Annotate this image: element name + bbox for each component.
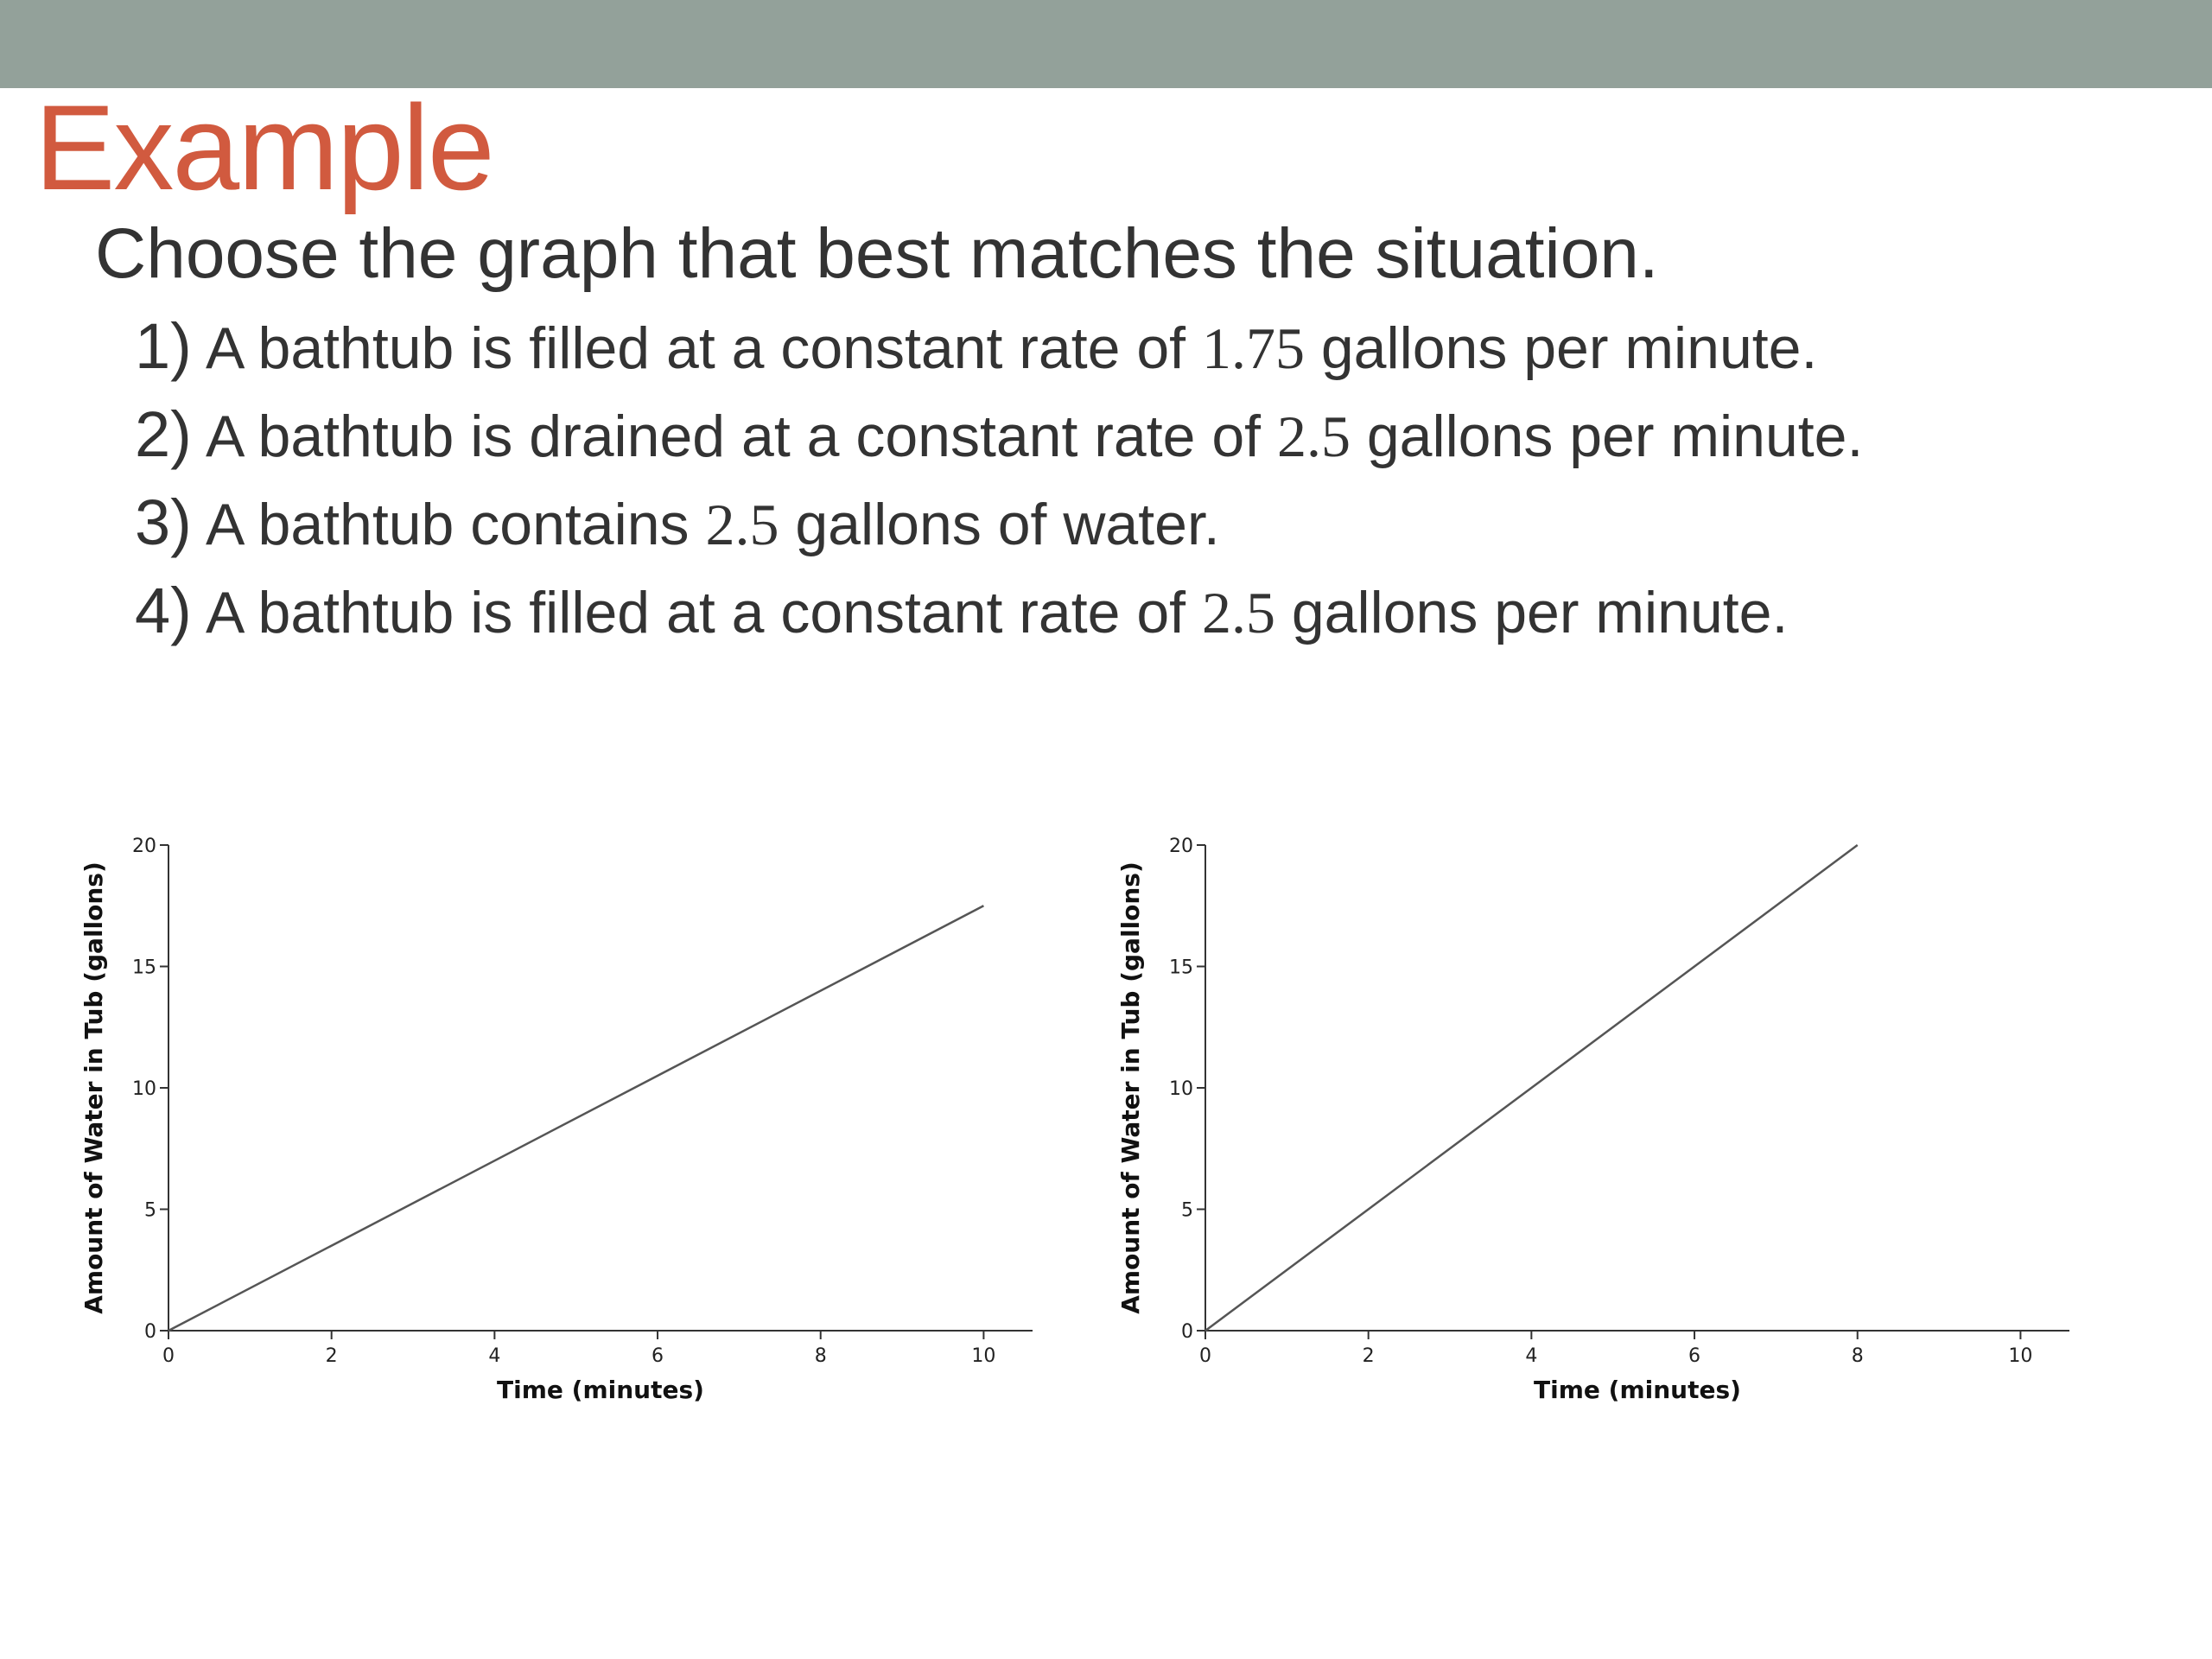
x-tick-label: 0 bbox=[162, 1345, 175, 1367]
top-bar bbox=[0, 0, 2212, 88]
x-tick-label: 6 bbox=[652, 1345, 664, 1367]
item-text-before: A bathtub is filled at a constant rate of bbox=[206, 315, 1202, 381]
graph-a bbox=[78, 812, 1115, 1469]
item-number: 3) bbox=[135, 486, 192, 558]
item-text-after: gallons per minute. bbox=[1350, 404, 1864, 469]
y-tick-label: 5 bbox=[144, 1199, 156, 1222]
x-tick-label: 0 bbox=[1199, 1345, 1211, 1367]
x-axis-title: Time (minutes) bbox=[1534, 1376, 1741, 1404]
item-text-after: gallons of water. bbox=[779, 492, 1220, 557]
series-line bbox=[1205, 845, 1858, 1331]
item-text-before: A bathtub contains bbox=[206, 492, 706, 557]
item-number: 4) bbox=[135, 575, 192, 646]
item-value: 2.5 bbox=[705, 492, 779, 557]
x-tick-label: 4 bbox=[488, 1345, 501, 1367]
y-axis-title: Amount of Water in Tub (gallons) bbox=[1116, 861, 1145, 1314]
y-tick-label: 15 bbox=[132, 957, 156, 979]
x-tick-label: 8 bbox=[1851, 1345, 1864, 1367]
x-tick-label: 8 bbox=[814, 1345, 827, 1367]
slide-title: Example bbox=[35, 79, 493, 215]
situation-list bbox=[135, 302, 1863, 655]
y-tick-label: 0 bbox=[1181, 1321, 1193, 1343]
x-tick-label: 4 bbox=[1525, 1345, 1538, 1367]
x-axis-title: Time (minutes) bbox=[497, 1376, 704, 1404]
graph-b bbox=[1115, 812, 2152, 1469]
graph-b-plot bbox=[1115, 812, 2152, 1469]
item-value: 1.75 bbox=[1201, 315, 1305, 381]
situation-item-2 bbox=[135, 391, 1863, 479]
series-line bbox=[168, 906, 983, 1331]
y-tick-label: 20 bbox=[1169, 836, 1193, 857]
y-tick-label: 5 bbox=[1181, 1199, 1193, 1222]
item-text-before: A bathtub is filled at a constant rate of bbox=[206, 580, 1202, 645]
x-tick-label: 10 bbox=[971, 1345, 996, 1367]
item-text-after: gallons per minute. bbox=[1274, 580, 1789, 645]
situation-item-4 bbox=[135, 567, 1863, 655]
y-tick-label: 10 bbox=[132, 1078, 156, 1100]
item-text-after: gallons per minute. bbox=[1304, 315, 1818, 381]
x-tick-label: 10 bbox=[2008, 1345, 2033, 1367]
y-tick-label: 20 bbox=[132, 836, 156, 857]
item-text-before: A bathtub is drained at a constant rate of bbox=[206, 404, 1277, 469]
x-tick-label: 2 bbox=[1362, 1345, 1375, 1367]
graph-a-plot bbox=[78, 812, 1115, 1469]
x-tick-label: 6 bbox=[1688, 1345, 1701, 1367]
y-tick-label: 0 bbox=[144, 1321, 156, 1343]
instruction-text: Choose the graph that best matches the situation. bbox=[95, 214, 1659, 293]
situation-item-1 bbox=[135, 302, 1863, 391]
situation-item-3 bbox=[135, 479, 1863, 567]
y-axis-title: Amount of Water in Tub (gallons) bbox=[79, 861, 108, 1314]
x-tick-label: 2 bbox=[325, 1345, 338, 1367]
y-tick-label: 15 bbox=[1169, 957, 1193, 979]
item-value: 2.5 bbox=[1201, 580, 1275, 645]
item-number: 2) bbox=[135, 398, 192, 470]
item-value: 2.5 bbox=[1276, 404, 1351, 469]
y-tick-label: 10 bbox=[1169, 1078, 1193, 1100]
item-number: 1) bbox=[135, 310, 192, 382]
